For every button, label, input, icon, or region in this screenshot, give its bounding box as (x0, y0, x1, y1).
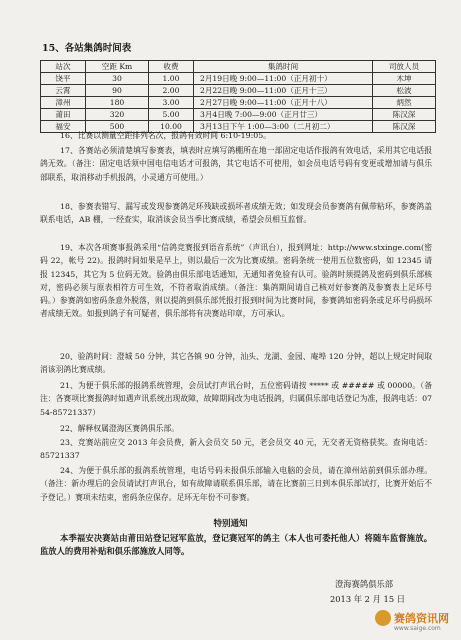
cell-collect-time: 3月4日晚 7:00—9:00（正月廿三） (194, 109, 373, 121)
cell-distance: 30 (86, 73, 149, 85)
cell-fee: 1.00 (149, 73, 194, 85)
paragraph-20: 20、验鸽时间：澄城 50 分钟，其它各镇 90 分钟，汕头、龙湖、金园、庵埠 120 分钟，超以上规定时间取消该羽鸽比赛成绩。 (40, 352, 432, 375)
paragraph-16: 16、比赛以测量空距排列名次，报鸽有效时间 6:10-19:05。 (60, 131, 271, 140)
table-header-row (41, 61, 436, 73)
cell-collect-time: 2月22日晚 9:00—11:00（正月十三） (194, 85, 373, 97)
notice-body: 本季福安决赛站由莆田站登记冠军监放，登记赛冠军的鸽主（本人也可委托他人）将随车监督施放。监放人的费用补贴和俱乐部施放人同等。 (40, 533, 432, 556)
paragraph-24: 24、为便于俱乐部的报鸽系统管理，电话号码未报俱乐部输入电脑的会员，请在漳州站前到俱乐部办理。（备注：新办理后的会员请试打声讯台，如有故障请联系俱乐部，请在比赛前三日到本俱乐部试打，比赛开始后不予登记。）赛项未结束，密码条应保存。足环无年份不可参赛。 (40, 466, 432, 502)
cell-station: 福安 (41, 121, 86, 133)
cell-station: 云霄 (41, 85, 86, 97)
cell-fee: 2.00 (149, 85, 194, 97)
cell-distance: 320 (86, 109, 149, 121)
table-row (41, 109, 436, 121)
paragraph-19: 19、本次各项赛事报鸽采用“信鸽竞赛报到语音系统”（声讯台），报到网址：http://www.stxinge.com(密码 22，帐号 22)。报鸽时间如果是早上，则以最后一次为比赛成绩。密码条统一使用五位数密码，如 12345 请报 12345，其它为 5 位码无效。验鸽由俱乐部电话通知，无通知者免验有认可。验鸽时须提鸽及密码到俱乐部核对，密码必须与原表相符方可生效，不符者取消成绩。（备注：集鸽期间请自己核对好参赛鸽及参赛表上足环号码。）参赛鸽如密码条意外脱落，则以提鸽到俱乐部凭报打报到时间为比赛时间，参赛鸽如密码条或足环号码损坏者成绩无效。如报到鸽子有可疑者，俱乐部将有决赛站印章，方可承认。 (40, 243, 432, 319)
paragraph-18: 18、参赛表错写、漏写或发现参赛鸽足环残缺或损坏者成绩无效；如发现会员参赛鸽有佩带粘环，参赛鸽盖联系电话，AB 棚，一经查实，取消该会员当季比赛成绩，希望会员相互监督。 (40, 202, 432, 225)
watermark (375, 608, 455, 636)
watermark-url: www.saige.com (394, 625, 441, 632)
watermark-name: 赛鸽资讯网 (394, 612, 449, 625)
cell-station: 饶平 (41, 73, 86, 85)
cell-distance: 90 (86, 85, 149, 97)
notice-title: 特别通知 (213, 519, 248, 529)
paragraph-22: 22、解释权属澄海区赛鸽俱乐部。 (60, 424, 180, 433)
cell-releaser: 松波 (373, 85, 436, 97)
cell-fee: 3.00 (149, 97, 194, 109)
cell-releaser: 炳然 (373, 97, 436, 109)
table-row (41, 97, 436, 109)
cell-station: 漳州 (41, 97, 86, 109)
cell-releaser: 陈汉深 (373, 121, 436, 133)
cell-fee: 5.00 (149, 109, 194, 121)
cell-distance: 180 (86, 97, 149, 109)
signature-date: 2013 年 2 月 15 日 (330, 594, 406, 604)
paragraph-23: 23、竞赛站前应交 2013 年会员费，新入会员交 50 元，老会员交 40 元，无交者无资格获奖。查询电话：85721337 (40, 438, 432, 461)
table-row (41, 85, 436, 97)
header-station: 站次 (41, 61, 86, 73)
signature-organization: 澄海赛鸽俱乐部 (335, 579, 394, 589)
cell-collect-time: 3月13日下午 1:00—3:00（二月初二） (194, 121, 373, 133)
cell-releaser: 木坤 (373, 73, 436, 85)
cell-releaser: 陈汉深 (373, 109, 436, 121)
header-fee: 收费 (149, 61, 194, 73)
cell-fee: 10.00 (149, 121, 194, 133)
header-collect-time: 集鸽时间 (194, 61, 373, 73)
header-releaser: 司放人员 (373, 61, 436, 73)
cell-station: 莆田 (41, 109, 86, 121)
cell-distance: 500 (86, 121, 149, 133)
schedule-table (40, 60, 436, 133)
cell-collect-time: 2月27日晚 9:00—11:00（正月十八） (194, 97, 373, 109)
section-title: 15、各站集鸽时间表 (42, 43, 132, 54)
cell-collect-time: 2月19日晚 9:00—11:00（正月初十） (194, 73, 373, 85)
paragraph-21: 21、为便于俱乐部的报鸽系统管理，会员试打声讯台时，五位密码请按 ***** 或 ##### 或 00000。（备注：各赛项比赛报鸽时如遇声讯系统出现故障，故障期间改为电话报鸽，归属俱乐部电话登记为准，报鸽电话：0754-85721337） (40, 381, 432, 417)
watermark-logo-icon (375, 610, 391, 626)
paragraph-17: 17、各赛站必须清楚填写参赛表，填表时应填写鸽棚所在地一部固定电话作报鸽有效电话，采用其它电话报鸽无效。（备注：固定电话须中国电信电话才可报鸽，其它电话不可使用，如会员电话号码有变更或增加请与俱乐部联系，取消移动手机报鸽，小灵通方可使用。） (40, 146, 432, 182)
header-distance: 空距 Km (86, 61, 149, 73)
table-row (41, 73, 436, 85)
